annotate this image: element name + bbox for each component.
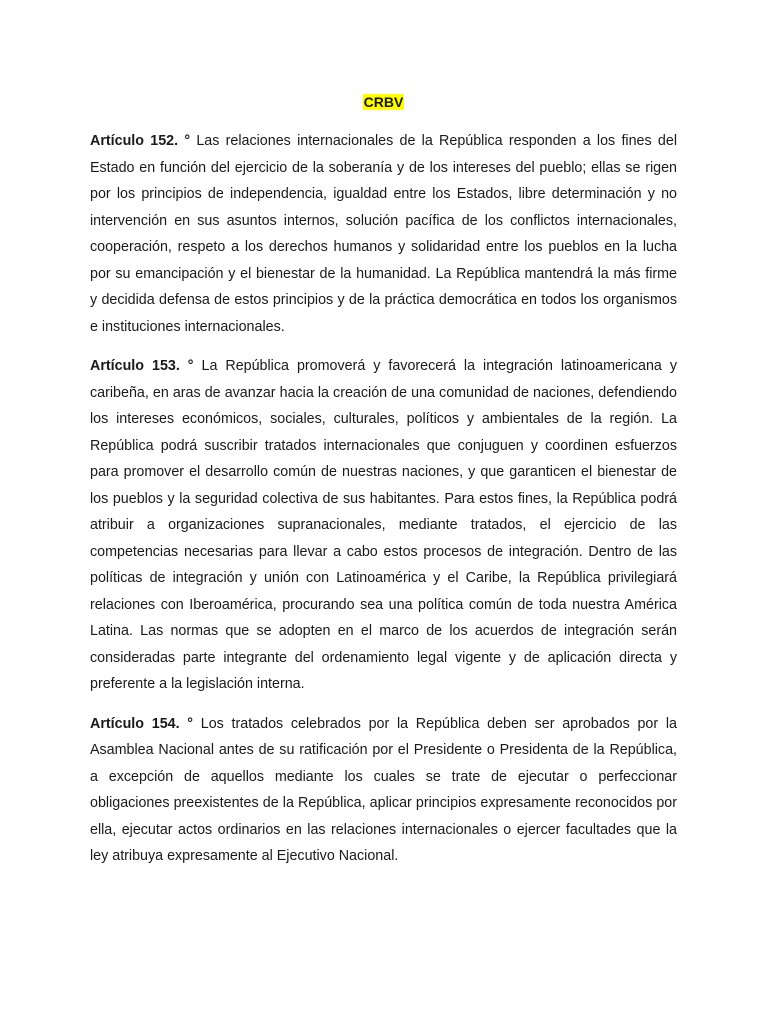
document-title-text: CRBV bbox=[363, 94, 404, 110]
article-153 bbox=[90, 353, 677, 698]
article-154 bbox=[90, 711, 677, 870]
article-153-text: La República promoverá y favorecerá la integración latinoamericana y caribeña, en aras de avanzar hacia la creación de una comunidad de naciones, defendiendo los intereses económicos, sociales, culturales, políticos y ambientales de la región. La República podrá suscribir tratados internacionales que conjuguen y coordinen esfuerzos para promover el desarrollo común de nuestras naciones, y que garanticen el bienestar de los pueblos y la seguridad colectiva de sus habitantes. Para estos fines, la República podrá atribuir a organizaciones supranacionales, mediante tratados, el ejercicio de las competencias necesarias para llevar a cabo estos procesos de integración. Dentro de las políticas de integración y unión con Latinoamérica y el Caribe, la República privilegiará relaciones con Iberoamérica, procurando sea una política común de toda nuestra América Latina. Las normas que se adopten en el marco de los acuerdos de integración serán consideradas parte integrante del ordenamiento legal vigente y de aplicación directa y preferente a la legislación interna. bbox=[90, 358, 677, 692]
article-154-label: Artículo 154. ° bbox=[90, 715, 194, 732]
article-153-label: Artículo 153. ° bbox=[90, 358, 194, 374]
document-page bbox=[90, 86, 677, 883]
article-152 bbox=[90, 128, 677, 340]
document-title bbox=[90, 86, 677, 118]
article-154-text: Los tratados celebrados por la República deben ser aprobados por la Asamblea Nacional antes de su ratificación por el Presidente o Presidenta de la República, a excepción de aquellos mediante los cuales se trate de ejecutar o perfeccionar obligaciones preexistentes de la República, aplicar principios expresamente reconocidos por ella, ejecutar actos ordinarios en las relaciones internacionales o ejercer facultades que la ley atribuya expresamente al Ejecutivo Nacional. bbox=[90, 715, 677, 864]
article-152-text: Las relaciones internacionales de la República responden a los fines del Estado en función del ejercicio de la soberanía y de los intereses del pueblo; ellas se rigen por los principios de independencia, igualdad entre los Estados, libre determinación y no intervención en sus asuntos internos, solución pacífica de los conflictos internacionales, cooperación, respeto a los derechos humanos y solidaridad entre los pueblos en la lucha por su emancipación y el bienestar de la humanidad. La República mantendrá la más firme y decidida defensa de estos principios y de la práctica democrática en todos los organismos e instituciones internacionales. bbox=[90, 133, 677, 335]
article-152-label: Artículo 152. ° bbox=[90, 133, 191, 149]
